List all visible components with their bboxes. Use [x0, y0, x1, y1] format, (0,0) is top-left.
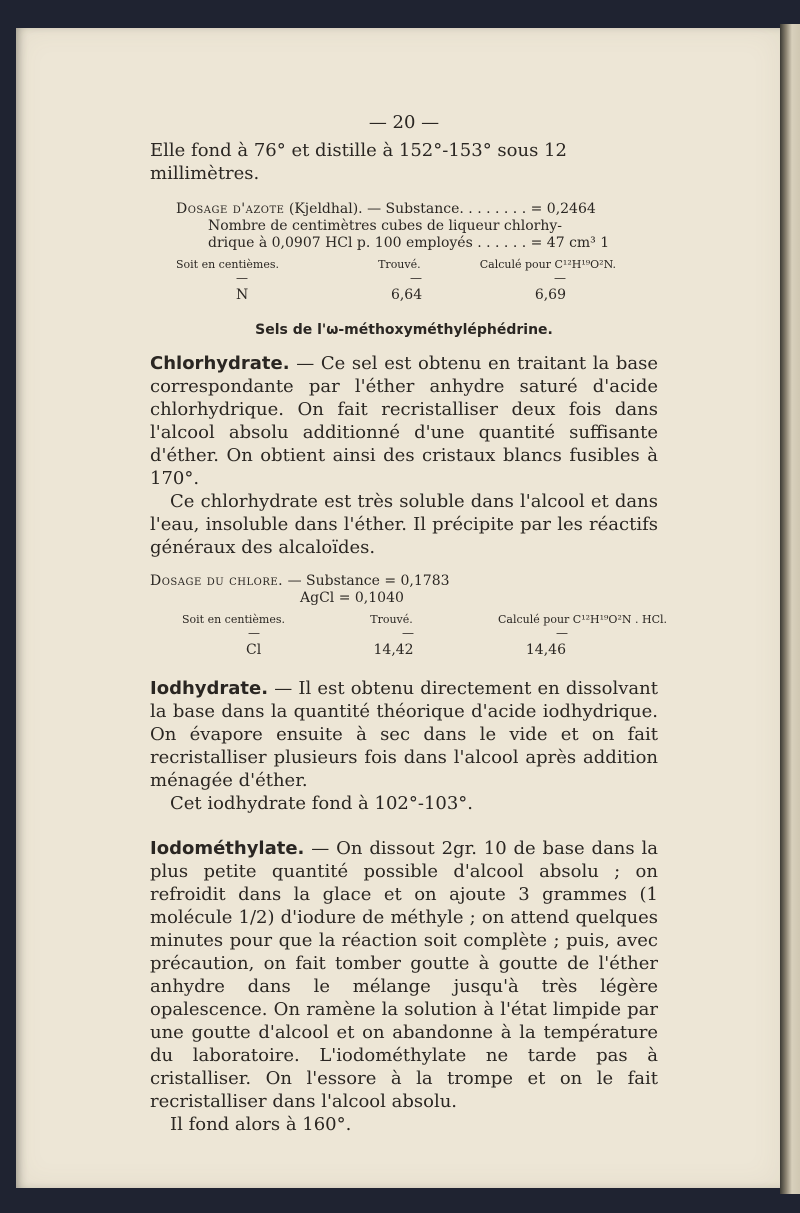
azote-found: 6,64	[390, 287, 423, 303]
azote-col-calcule: Calculé pour C¹²H¹⁹O²N.	[479, 258, 616, 271]
azote-col-soit: Soit en centièmes.	[176, 258, 279, 271]
chlore-label: Dosage du chlore.	[150, 573, 284, 589]
chlore-col-soit: Soit en centièmes.	[182, 613, 285, 626]
chlore-col-trouve: Trouvé.	[370, 613, 413, 626]
intro-line: Elle fond à 76° et distille à 152°-153° sous 12 millimètres.	[150, 140, 567, 184]
azote-line2: Nombre de centimètres cubes de liqueur chlorhy-	[208, 218, 563, 234]
iodomethylate-para2: Il fond alors à 160°.	[170, 1114, 352, 1135]
chlore-dash-2: —	[402, 626, 414, 640]
page-content	[150, 112, 667, 1136]
azote-line1: (Kjeldhal). — Substance. . . . . . . . = 0,2464	[288, 201, 596, 217]
chlorhydrate-text1: — Ce sel est obtenu en traitant la base correspondante par l'éther anhydre saturé d'acide chlorhydrique. On fait recristalliser deux fois dans l'alcool absolu additionné d'une quantité suffisante d'éther. On obtient ainsi des cristaux blancs fusibles à 170°.	[150, 353, 658, 489]
azote-line3: drique à 0,0907 HCl p. 100 employés . . . . . . = 47 cm³ 1	[208, 235, 610, 251]
azote-dash-1: —	[236, 271, 248, 285]
chlore-dash-3: —	[556, 626, 568, 640]
iodomethylate-text1: — On dissout 2gr. 10 de base dans la plus petite quantité possible d'alcool absolu ; on refroidit dans la glace et on ajoute 3 grammes (1 molécule 1/2) d'iodure de méthyle ; on attend quelques minutes pour que la réaction soit complète ; puis, avec précaution, on fait tomber goutte à goutte de l'éther anhydre dans le mélange jusqu'à très légère opalescence. On ramène la solution à l'état limpide par une goutte d'alcool et on abandonne à la température du laboratoire. L'iodométhylate ne tarde pas à cristalliser. On l'essore à la trompe et on le fait recristalliser dans l'alcool absolu.	[150, 838, 658, 1112]
chlore-line2: AgCl = 0,1040	[300, 590, 404, 606]
iodomethylate-title: Iodométhylate.	[150, 838, 305, 859]
chlorhydrate-title: Chlorhydrate.	[150, 353, 290, 374]
azote-dash-3: —	[554, 271, 566, 285]
iodomethylate-para1	[150, 837, 658, 1113]
chlore-dosage	[150, 573, 667, 659]
azote-label: Dosage d'azote	[176, 201, 285, 217]
iodhydrate-para2: Cet iodhydrate fond à 102°-103°.	[170, 793, 474, 814]
chlore-dash-1: —	[248, 626, 260, 640]
chlore-col-calcule: Calculé pour C¹²H¹⁹O²N . HCl.	[498, 613, 667, 626]
iodhydrate-text1: — Il est obtenu directement en dissolvant la base dans la quantité théorique d'acide iodhydrique. On évapore ensuite à sec dans le vide et on fait recristalliser plusieurs fois dans l'alcool après addition ménagée d'éther.	[150, 678, 658, 791]
chlore-found: 14,42	[373, 642, 414, 658]
chlorhydrate-para2: Ce chlorhydrate est très soluble dans l'alcool et dans l'eau, insoluble dans l'éther. Il précipite par les réactifs généraux des alcaloïdes.	[150, 491, 658, 558]
iodhydrate-title: Iodhydrate.	[150, 678, 269, 699]
salts-heading: Sels de l'ω-méthoxyméthyléphédrine.	[255, 322, 553, 338]
azote-dosage	[176, 201, 658, 304]
azote-element: N	[236, 287, 249, 303]
chlore-line1: — Substance = 0,1783	[287, 573, 450, 589]
chlore-calc: 14,46	[525, 642, 566, 658]
chlore-element: Cl	[246, 642, 262, 658]
page-gutter	[780, 24, 800, 1194]
page-number: — 20 —	[368, 112, 440, 133]
azote-dash-2: —	[410, 271, 422, 285]
azote-calc: 6,69	[534, 287, 566, 303]
azote-col-trouve: Trouvé.	[378, 258, 421, 271]
iodhydrate-para1	[150, 677, 658, 792]
chlorhydrate-para1	[150, 352, 658, 490]
